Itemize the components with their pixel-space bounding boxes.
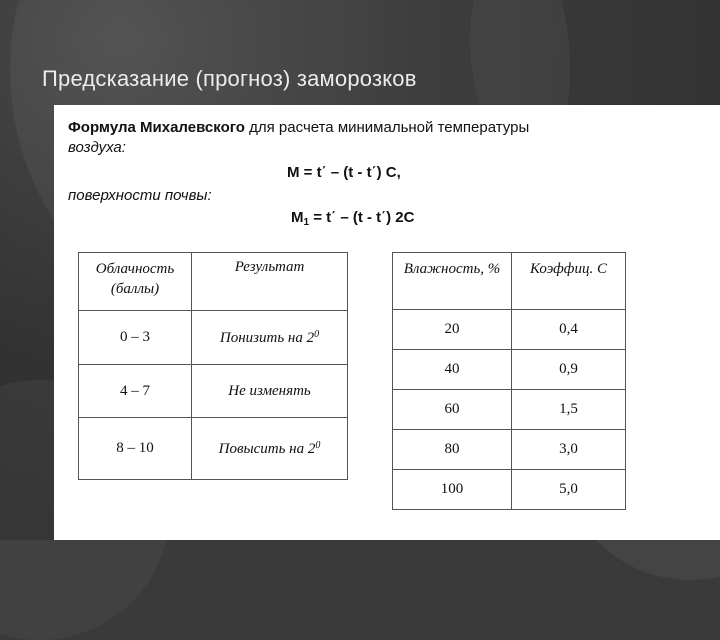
degree-sup: 0 [314, 328, 320, 340]
result-text: Понизить на 2 [219, 329, 315, 346]
table-row [393, 470, 626, 510]
header-coef: Коэффиц. С [512, 253, 626, 310]
humidity-value: 60 [393, 390, 512, 430]
result-value: Не изменять [192, 365, 348, 418]
soil-label: поверхности почвы: [68, 187, 212, 204]
air-label: воздуха: [68, 139, 126, 156]
humidity-value: 80 [393, 430, 512, 470]
table-header-row [79, 253, 348, 311]
header-humidity: Влажность, % [393, 253, 512, 310]
formula-soil-subscript: 1 [303, 217, 310, 228]
formula-air: M = t΄ – (t - t΄) C, [287, 164, 401, 181]
table-row [79, 418, 348, 480]
degree-sup: 0 [315, 439, 321, 451]
formula-purpose: для расчета минимальной температуры [244, 119, 530, 136]
humidity-value: 20 [393, 310, 512, 350]
table-header-row [393, 253, 626, 310]
table-row [79, 365, 348, 418]
result-value [192, 418, 348, 480]
slide-title: Предсказание (прогноз) заморозков [42, 66, 417, 91]
humidity-table [392, 252, 626, 510]
cloud-table [78, 252, 348, 480]
table-row [393, 430, 626, 470]
humidity-value: 100 [393, 470, 512, 510]
table-row [393, 390, 626, 430]
result-value [192, 311, 348, 365]
cloud-value: 8 – 10 [79, 418, 192, 480]
content-panel [54, 105, 720, 540]
formula-author: Формула Михалевского [68, 119, 245, 136]
cloud-value: 4 – 7 [79, 365, 192, 418]
cloud-value: 0 – 3 [79, 311, 192, 365]
table-row [393, 350, 626, 390]
coef-value: 0,4 [512, 310, 626, 350]
formula-soil [291, 209, 414, 228]
table-row [393, 310, 626, 350]
humidity-value: 40 [393, 350, 512, 390]
formula-intro [68, 119, 529, 136]
result-text: Повысить на 2 [218, 440, 316, 457]
coef-value: 1,5 [512, 390, 626, 430]
formula-soil-var: M [291, 209, 304, 226]
header-cloud: Облачность (баллы) [79, 253, 192, 311]
table-row [79, 311, 348, 365]
coef-value: 0,9 [512, 350, 626, 390]
header-result: Результат [192, 253, 348, 311]
formula-soil-expression: = t΄ – (t - t΄) 2C [309, 209, 415, 226]
coef-value: 5,0 [512, 470, 626, 510]
coef-value: 3,0 [512, 430, 626, 470]
